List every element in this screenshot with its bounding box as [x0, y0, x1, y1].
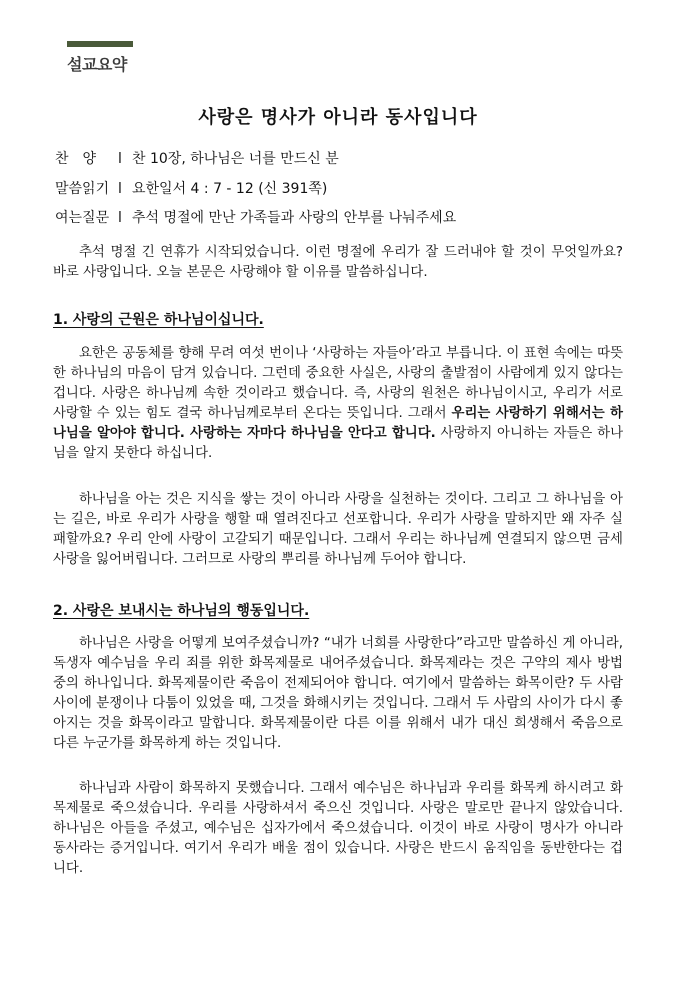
logo-bar — [67, 41, 133, 47]
info-label: 말씀읽기 — [55, 181, 110, 197]
info-separator: l — [118, 210, 122, 226]
paragraph-text: 요한은 공동체를 향해 무려 여섯 번이나 ‘사랑하는 자들아’라고 부릅니다. 이 표현 속에는 따뜻한 하나님의 마음이 담겨 있습니다. 그런데 중요한 사실은, 사랑의 출발점이 사람에게 있지 않다는 겁니다. 사랑은 하나님께 속한 것이라고 했습니다. 즉, 사랑의 원천은 하나님이시고, 우리가 서로 사랑할 수 있는 힘도 결국 하나님께로부터 온다는 뜻입니다. 그래서 — [53, 346, 623, 421]
intro-paragraph: 추석 명절 긴 연휴가 시작되었습니다. 이런 명절에 우리가 잘 드러내야 할 것이 무엇일까요? 바로 사랑입니다. 오늘 본문은 사랑해야 할 이유를 말씀하십니다. — [53, 245, 623, 280]
paragraph-text: 하나님을 아는 것은 지식을 쌓는 것이 아니라 사랑을 실천하는 것이다. 그리고 그 하나님을 아는 길은, 바로 우리가 사랑을 행할 때 열려진다고 선포합니다. 우리가 사랑을 말하지만 왜 자주 실패할까요? 우리 안에 사랑이 고갈되기 때문입니다. 그래서 우리는 하나님께 연결되지 않으면 금세 사랑을 잃어버립니다. 그러므로 사랑의 뿌리를 하나님께 두어야 합니다. — [53, 492, 623, 567]
info-value: 추석 명절에 만난 가족들과 사랑의 안부를 나눠주세요 — [132, 210, 457, 226]
paragraph-emphasis: 우리는 사랑하기 위해서는 하나님을 알아야 합니다. 사랑하는 자마다 하나님을 안다고 합니다. — [53, 406, 623, 441]
section-paragraph — [53, 779, 623, 879]
section-heading: 1. 사랑의 근원은 하나님이십니다. — [53, 312, 264, 328]
info-row-hymn — [55, 148, 339, 168]
section-paragraph — [53, 344, 623, 464]
info-label: 여는질문 — [55, 210, 110, 226]
paragraph-text: 하나님과 사람이 화목하지 못했습니다. 그래서 예수님은 하나님과 우리를 화목케 하시려고 화목제물로 죽으셨습니다. 우리를 사랑하셔서 죽으신 것입니다. 사랑은 말로만 끝나지 않았습니다. 하나님은 아들을 주셨고, 예수님은 십자가에서 죽으셨습니다. 이것이 바로 사랑이 명사가 아니라 동사라는 증거입니다. 여기서 우리가 배울 점이 있습니다. 사랑은 반드시 움직임을 동반한다는 겁니다. — [53, 781, 623, 876]
paragraph-text: 사랑하지 아니하는 자들은 하나님을 알지 못한다 하십니다. — [53, 426, 624, 461]
section-paragraph — [53, 634, 623, 754]
info-row-reading — [55, 178, 327, 198]
info-separator: l — [118, 151, 122, 167]
logo-text: 설교요약 — [67, 55, 127, 74]
section-paragraph — [53, 490, 623, 570]
paragraph-text: 하나님은 사랑을 어떻게 보여주셨습니까? “내가 너희를 사랑한다”라고만 말씀하신 게 아니라, 독생자 예수님을 우리 죄를 위한 화목제물로 내어주셨습니다. 화목제라는 것은 구약의 제사 방법 중의 하나입니다. 화목제물이란 죽음이 전제되어야 합니다. 여기에서 말씀하는 화목이란? 두 사람 사이에 분쟁이나 다툼이 있었을 때, 그것을 화해시키는 것입니다. 그래서 두 사람의 사이가 다시 좋아지는 것을 화목이라고 말합니다. 화목제물이란 다른 이를 위해서 내가 대신 희생해서 죽음으로 다른 누군가를 화목하게 하는 것입니다. — [53, 636, 623, 751]
info-label: 찬양 — [55, 151, 111, 167]
info-row-question — [55, 207, 456, 227]
info-value: 요한일서 4 : 7 - 12 (신 391쪽) — [132, 181, 328, 197]
section-heading: 2. 사랑은 보내시는 하나님의 행동입니다. — [53, 603, 310, 619]
document-title: 사랑은 명사가 아니라 동사입니다 — [198, 107, 478, 128]
info-value: 찬 10장, 하나님은 너를 만드신 분 — [132, 151, 339, 167]
info-separator: l — [118, 181, 122, 197]
